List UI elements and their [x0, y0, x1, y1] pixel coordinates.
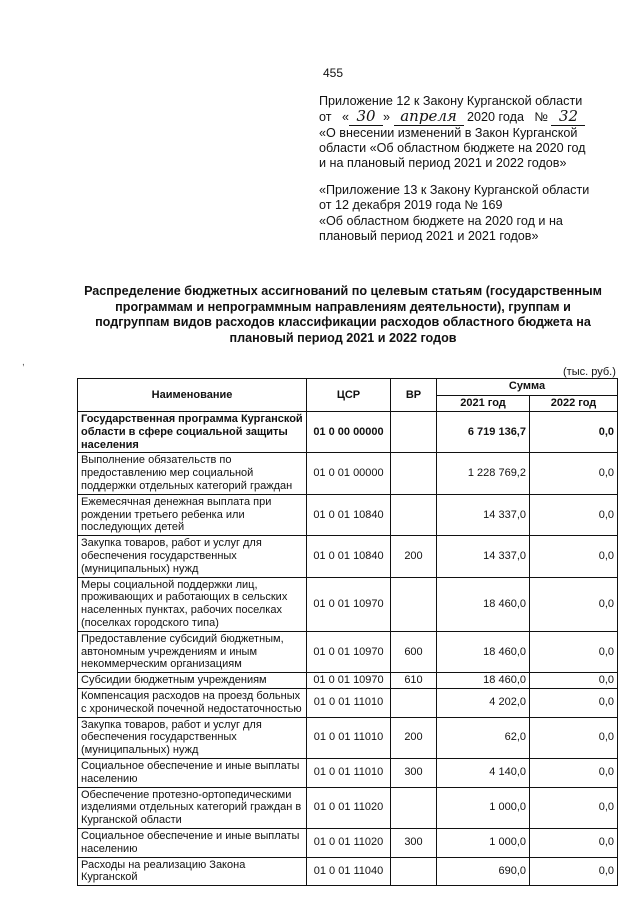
table-row [78, 536, 618, 577]
row-vr: 610 [391, 673, 437, 689]
row-vr [391, 494, 437, 535]
appendix-12-block [319, 94, 629, 171]
appendix-13-block [319, 183, 619, 244]
row-csr: 01 0 01 10970 [307, 631, 391, 672]
appendix-13-line2: от 12 декабря 2019 года № 169 [319, 198, 503, 213]
row-vr: 200 [391, 536, 437, 577]
table-row [78, 631, 618, 672]
row-name: Компенсация расходов на проезд больных с хронической почечной недостаточностью [78, 688, 307, 717]
table-row [78, 787, 618, 828]
row-name: Ежемесячная денежная выплата при рождении третьего ребенка или последующих детей [78, 494, 307, 535]
row-2022: 0,0 [530, 673, 618, 689]
row-vr [391, 787, 437, 828]
row-name: Обеспечение протезно-ортопедическими изделиями отдельных категорий граждан в Курганской области [78, 787, 307, 828]
document-title [62, 284, 624, 346]
handwritten-number: 32 [551, 109, 585, 125]
row-csr: 01 0 01 11010 [307, 688, 391, 717]
table-row [78, 857, 618, 886]
header-vr: ВР [391, 379, 437, 412]
row-2022: 0,0 [530, 453, 618, 494]
row-vr [391, 412, 437, 453]
row-name: Меры социальной поддержки лиц, проживающих и работающих в сельских населенных пунктах, рабочих поселках (поселках городского типа) [78, 577, 307, 631]
row-vr [391, 453, 437, 494]
row-2022: 0,0 [530, 536, 618, 577]
row-vr: 300 [391, 758, 437, 787]
quote-close: » [383, 110, 391, 125]
table-row [78, 828, 618, 857]
table-row [78, 412, 618, 453]
budget-table [77, 378, 618, 886]
row-csr: 01 0 01 11040 [307, 857, 391, 886]
row-csr: 01 0 01 10970 [307, 577, 391, 631]
row-csr: 01 0 01 11020 [307, 787, 391, 828]
appendix-12-line3: «О внесении изменений в Закон Курганской [319, 125, 578, 140]
row-vr: 600 [391, 631, 437, 672]
row-vr [391, 857, 437, 886]
table-row [78, 688, 618, 717]
row-csr: 01 0 01 11010 [307, 717, 391, 758]
appendix-12-line4: области «Об областном бюджете на 2020 год [319, 140, 586, 155]
row-2022: 0,0 [530, 787, 618, 828]
number-sign: № [534, 110, 548, 125]
header-2022: 2022 год [530, 395, 618, 412]
row-name: Субсидии бюджетным учреждениям [78, 673, 307, 689]
row-vr [391, 688, 437, 717]
row-2021: 6 719 136,7 [437, 412, 530, 453]
row-csr: 01 0 01 10840 [307, 494, 391, 535]
table-row [78, 494, 618, 535]
title-line3: подгруппам видов расходов классификации расходов областного бюджета на [95, 315, 591, 330]
row-name: Закупка товаров, работ и услуг для обеспечения государственных (муниципальных) нужд [78, 536, 307, 577]
row-2022: 0,0 [530, 717, 618, 758]
row-2021: 690,0 [437, 857, 530, 886]
row-2022: 0,0 [530, 494, 618, 535]
appendix-13-line4: плановый период 2021 и 2021 годов» [319, 228, 539, 243]
quote-open: « [342, 110, 350, 125]
row-2021: 1 000,0 [437, 828, 530, 857]
row-vr: 200 [391, 717, 437, 758]
row-2022: 0,0 [530, 828, 618, 857]
row-csr: 01 0 01 11020 [307, 828, 391, 857]
year-text: 2020 года [467, 110, 524, 125]
appendix-12-date-line [319, 109, 629, 125]
row-name: Выполнение обязательств по предоставлению мер социальной поддержки отдельных категорий граждан [78, 453, 307, 494]
handwritten-day: 30 [349, 109, 383, 125]
table-row [78, 577, 618, 631]
row-name: Закупка товаров, работ и услуг для обеспечения государственных (муниципальных) нужд [78, 717, 307, 758]
row-2021: 1 228 769,2 [437, 453, 530, 494]
row-2021: 4 140,0 [437, 758, 530, 787]
row-name: Предоставление субсидий бюджетным, автономным учреждениям и иным некоммерческим организациям [78, 631, 307, 672]
appendix-13-line1: «Приложение 13 к Закону Курганской области [319, 183, 590, 197]
title-line2: программам и непрограммным направлениям деятельности), группам и [115, 299, 571, 314]
title-line4: плановый период 2021 и 2022 годов [229, 330, 457, 345]
row-2021: 14 337,0 [437, 536, 530, 577]
row-2022: 0,0 [530, 857, 618, 886]
header-name: Наименование [78, 379, 307, 412]
row-csr: 01 0 01 10970 [307, 673, 391, 689]
row-2022: 0,0 [530, 631, 618, 672]
row-2021: 1 000,0 [437, 787, 530, 828]
row-2022: 0,0 [530, 758, 618, 787]
row-name: Социальное обеспечение и иные выплаты населению [78, 758, 307, 787]
table-row [78, 758, 618, 787]
row-2021: 18 460,0 [437, 577, 530, 631]
row-csr: 01 0 00 00000 [307, 412, 391, 453]
row-csr: 01 0 01 10840 [307, 536, 391, 577]
row-name: Государственная программа Курганской области в сфере социальной защиты населения [78, 412, 307, 453]
handwritten-month: апреля [394, 109, 464, 125]
from-prefix: от [319, 110, 332, 125]
header-sum: Сумма [437, 379, 618, 396]
row-vr [391, 577, 437, 631]
appendix-13-line3: «Об областном бюджете на 2020 год и на [319, 213, 563, 228]
row-2021: 62,0 [437, 717, 530, 758]
stray-mark: , [22, 357, 25, 368]
row-2022: 0,0 [530, 577, 618, 631]
table-row [78, 717, 618, 758]
title-line1: Распределение бюджетных ассигнований по целевым статьям (государственным [84, 284, 602, 298]
page-number: 455 [323, 66, 344, 80]
table-row [78, 453, 618, 494]
header-2021: 2021 год [437, 395, 530, 412]
table-row [78, 673, 618, 689]
row-name: Расходы на реализацию Закона Курганской [78, 857, 307, 886]
row-vr: 300 [391, 828, 437, 857]
row-name: Социальное обеспечение и иные выплаты населению [78, 828, 307, 857]
row-2022: 0,0 [530, 412, 618, 453]
row-csr: 01 0 01 11010 [307, 758, 391, 787]
row-2021: 18 460,0 [437, 631, 530, 672]
appendix-12-line5: и на плановый период 2021 и 2022 годов» [319, 156, 567, 171]
appendix-12-line1: Приложение 12 к Закону Курганской области [319, 94, 583, 108]
row-2021: 4 202,0 [437, 688, 530, 717]
row-2022: 0,0 [530, 688, 618, 717]
row-2021: 18 460,0 [437, 673, 530, 689]
header-csr: ЦСР [307, 379, 391, 412]
units-label: (тыс. руб.) [563, 366, 616, 378]
row-2021: 14 337,0 [437, 494, 530, 535]
row-csr: 01 0 01 00000 [307, 453, 391, 494]
